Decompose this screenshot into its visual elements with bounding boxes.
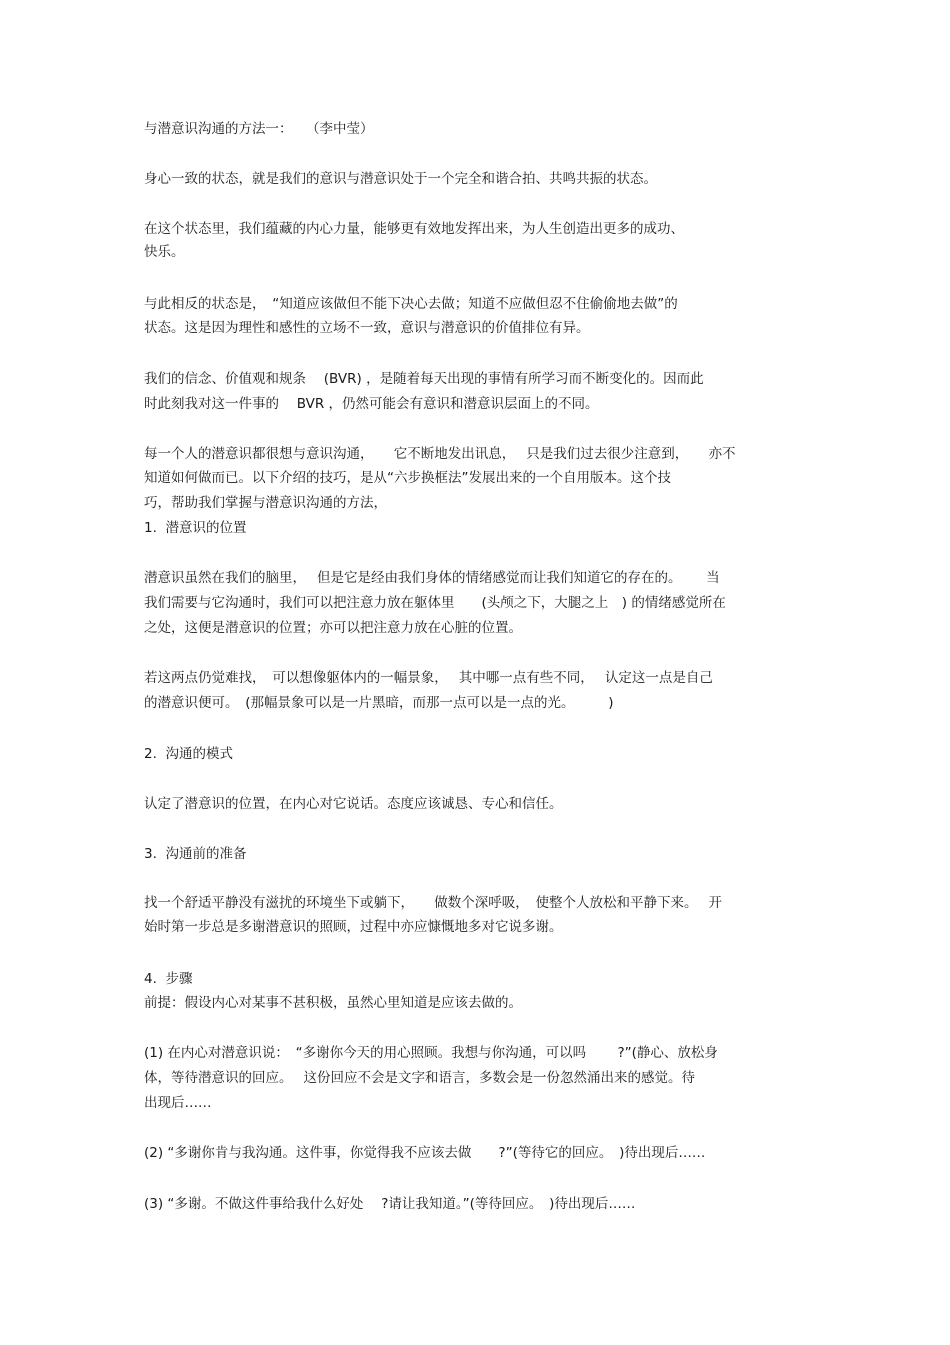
section-heading: 4. 步骤 bbox=[144, 971, 193, 987]
paragraph-line: 与此相反的状态是， “知道应该做但不能下决心去做；知道不应做但忍不住偷偷地去做”的 bbox=[144, 296, 678, 312]
paragraph-line: 的潜意识便可。 (那幅景象可以是一片黑暗，而那一点可以是一点的光。 ) bbox=[144, 695, 614, 711]
paragraph-line: 始时第一步总是多谢潜意识的照顾，过程中亦应慷慨地多对它说多谢。 bbox=[144, 919, 563, 935]
paragraph-line: 前提：假设内心对某事不甚积极，虽然心里知道是应该去做的。 bbox=[144, 995, 522, 1011]
paragraph-line: 出现后…… bbox=[144, 1095, 212, 1111]
paragraph-line: (1) 在内心对潜意识说： “多谢你今天的用心照顾。我想与你沟通，可以吗 ?”(静心、放松身 bbox=[144, 1045, 718, 1061]
paragraph-line: 潜意识虽然在我们的脑里， 但是它是经由我们身体的情绪感觉而让我们知道它的存在的。 当 bbox=[144, 570, 720, 586]
section-heading: 2. 沟通的模式 bbox=[144, 746, 233, 762]
paragraph-line: 体，等待潜意识的回应。 这份回应不会是文字和语言，多数会是一份忽然涌出来的感觉。待 bbox=[144, 1070, 696, 1086]
paragraph-line: 巧，帮助我们掌握与潜意识沟通的方法， bbox=[144, 495, 387, 511]
paragraph-line: 快乐。 bbox=[144, 244, 185, 260]
paragraph-line: 之处，这便是潜意识的位置；亦可以把注意力放在心脏的位置。 bbox=[144, 620, 522, 636]
document-title: 与潜意识沟通的方法一： （李中莹） bbox=[144, 121, 374, 137]
paragraph-line: 我们的信念、价值观和规条 (BVR) ，是随着每天出现的事情有所学习而不断变化的。因而此 bbox=[144, 371, 704, 387]
paragraph-line: 身心一致的状态，就是我们的意识与潜意识处于一个完全和谐合拍、共鸣共振的状态。 bbox=[144, 171, 657, 187]
paragraph-line: 状态。这是因为理性和感性的立场不一致，意识与潜意识的价值排位有异。 bbox=[144, 320, 590, 336]
paragraph-line: 时此刻我对这一件事的 BVR ，仍然可能会有意识和潜意识层面上的不同。 bbox=[144, 396, 599, 412]
paragraph-line: 认定了潜意识的位置，在内心对它说话。态度应该诚恳、专心和信任。 bbox=[144, 796, 563, 812]
paragraph-line: 知道如何做而已。以下介绍的技巧，是从“六步换框法”发展出来的一个自用版本。这个技 bbox=[144, 470, 671, 486]
paragraph-line: 每一个人的潜意识都很想与意识沟通， 它不断地发出讯息， 只是我们过去很少注意到， 亦不 bbox=[144, 446, 736, 462]
paragraph-line: 在这个状态里，我们蕴藏的内心力量，能够更有效地发挥出来，为人生创造出更多的成功、 bbox=[144, 221, 684, 237]
paragraph-line: (2) “多谢你肯与我沟通。这件事，你觉得我不应该去做 ?”(等待它的回应。 )待出现后…… bbox=[144, 1145, 706, 1161]
paragraph-line: 若这两点仍觉难找， 可以想像躯体内的一幅景象， 其中哪一点有些不同， 认定这一点是自己 bbox=[144, 670, 713, 686]
paragraph-line: (3) “多谢。不做这件事给我什么好处 ?请让我知道。”(等待回应。 )待出现后…… bbox=[144, 1196, 636, 1212]
paragraph-line: 找一个舒适平静没有滋扰的环境坐下或躺下， 做数个深呼吸， 使整个人放松和平静下来。 开 bbox=[144, 895, 723, 911]
section-heading: 3. 沟通前的准备 bbox=[144, 846, 247, 862]
paragraph-line: 我们需要与它沟通时，我们可以把注意力放在躯体里 (头颅之下，大腿之上 ) 的情绪感觉所在 bbox=[144, 595, 726, 611]
section-heading: 1. 潜意识的位置 bbox=[144, 520, 247, 536]
